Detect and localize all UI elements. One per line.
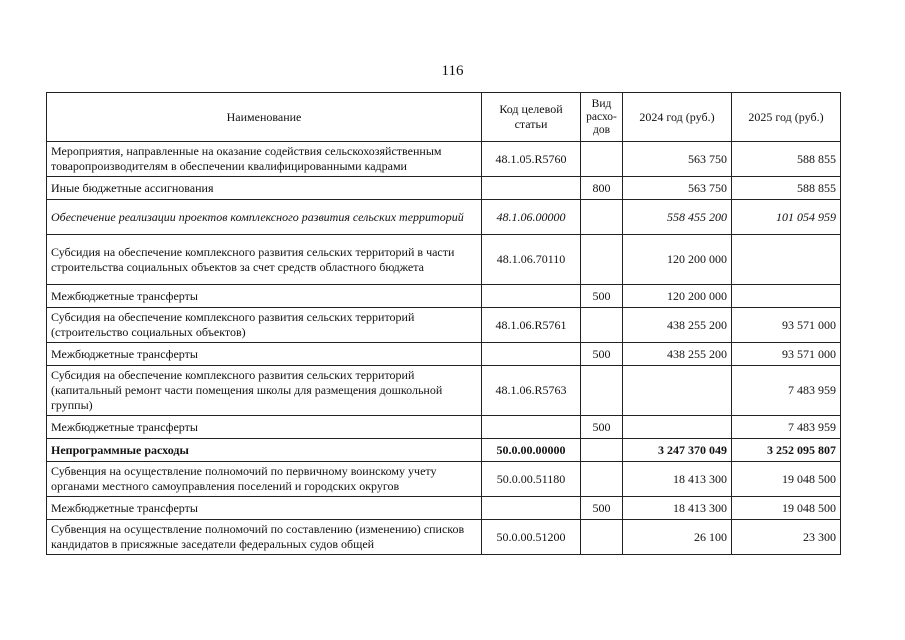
table-row [47,177,841,200]
row-2024: 558 455 200 [623,200,732,235]
row-code: 48.1.06.70110 [482,235,581,285]
header-year-2025: 2025 год (руб.) [732,93,841,142]
header-name: Наименование [47,93,482,142]
row-type [581,462,623,497]
row-2025: 588 855 [732,177,841,200]
table-row [47,200,841,235]
row-2024: 120 200 000 [623,285,732,308]
row-2024: 438 255 200 [623,308,732,343]
table-row [47,520,841,555]
table-row [47,235,841,285]
row-2024: 18 413 300 [623,497,732,520]
row-2024: 438 255 200 [623,343,732,366]
row-code [482,497,581,520]
row-2025: 93 571 000 [732,308,841,343]
row-2024: 3 247 370 049 [623,439,732,462]
row-name: Субсидия на обеспечение комплексного развития сельских территорий (капитальный ремонт части помещения школы для размещения дошкольной группы) [47,366,482,416]
table-row [47,366,841,416]
row-name: Субсидия на обеспечение комплексного развития сельских территорий (строительство социальных объектов) [47,308,482,343]
row-2025: 93 571 000 [732,343,841,366]
table-row [47,439,841,462]
row-name: Субвенция на осуществление полномочий по первичному воинскому учету органами местного самоуправления поселений и городских округов [47,462,482,497]
table-row [47,462,841,497]
page-number: 116 [441,63,464,79]
row-code [482,177,581,200]
row-name: Субвенция на осуществление полномочий по составлению (изменению) списков кандидатов в присяжные заседатели федеральных судов общей [47,520,482,555]
row-name: Субсидия на обеспечение комплексного развития сельских территорий в части строительства социальных объектов за счет средств областного бюджета [47,235,482,285]
row-2025: 7 483 959 [732,366,841,416]
row-code: 50.0.00.51200 [482,520,581,555]
table-row [47,416,841,439]
row-code [482,416,581,439]
budget-table [46,92,841,555]
row-2025: 7 483 959 [732,416,841,439]
row-type [581,200,623,235]
row-code: 48.1.06.R5763 [482,366,581,416]
row-2024: 563 750 [623,142,732,177]
row-2024: 26 100 [623,520,732,555]
table-row [47,497,841,520]
row-name: Межбюджетные трансферты [47,497,482,520]
row-code: 50.0.00.00000 [482,439,581,462]
row-name: Межбюджетные трансферты [47,285,482,308]
row-type [581,142,623,177]
row-2025 [732,285,841,308]
row-name: Межбюджетные трансферты [47,343,482,366]
header-expense-type: Вид расхо-дов [581,93,623,142]
row-code: 50.0.00.51180 [482,462,581,497]
header-year-2024: 2024 год (руб.) [623,93,732,142]
row-2024: 18 413 300 [623,462,732,497]
row-type [581,366,623,416]
row-type: 500 [581,416,623,439]
row-2024 [623,366,732,416]
row-code [482,343,581,366]
row-2025: 19 048 500 [732,497,841,520]
row-code: 48.1.05.R5760 [482,142,581,177]
row-name: Обеспечение реализации проектов комплексного развития сельских территорий [47,200,482,235]
header-code: Код целевой статьи [482,93,581,142]
row-type [581,308,623,343]
row-2025: 588 855 [732,142,841,177]
row-2024: 120 200 000 [623,235,732,285]
row-2025: 3 252 095 807 [732,439,841,462]
row-name: Непрограммные расходы [47,439,482,462]
table-row [47,308,841,343]
table-row [47,142,841,177]
row-name: Мероприятия, направленные на оказание содействия сельскохозяйственным товаропроизводителям в обеспечении квалифицированными кадрами [47,142,482,177]
row-code [482,285,581,308]
row-type: 500 [581,285,623,308]
row-2025: 23 300 [732,520,841,555]
row-type: 500 [581,497,623,520]
row-type: 800 [581,177,623,200]
row-type [581,520,623,555]
row-2025: 101 054 959 [732,200,841,235]
row-2024: 563 750 [623,177,732,200]
table-header-row [47,93,841,142]
row-2025 [732,235,841,285]
table-row [47,343,841,366]
row-code: 48.1.06.R5761 [482,308,581,343]
row-type [581,235,623,285]
row-2025: 19 048 500 [732,462,841,497]
table-row [47,285,841,308]
row-type: 500 [581,343,623,366]
row-name: Межбюджетные трансферты [47,416,482,439]
row-name: Иные бюджетные ассигнования [47,177,482,200]
row-code: 48.1.06.00000 [482,200,581,235]
row-2024 [623,416,732,439]
row-type [581,439,623,462]
